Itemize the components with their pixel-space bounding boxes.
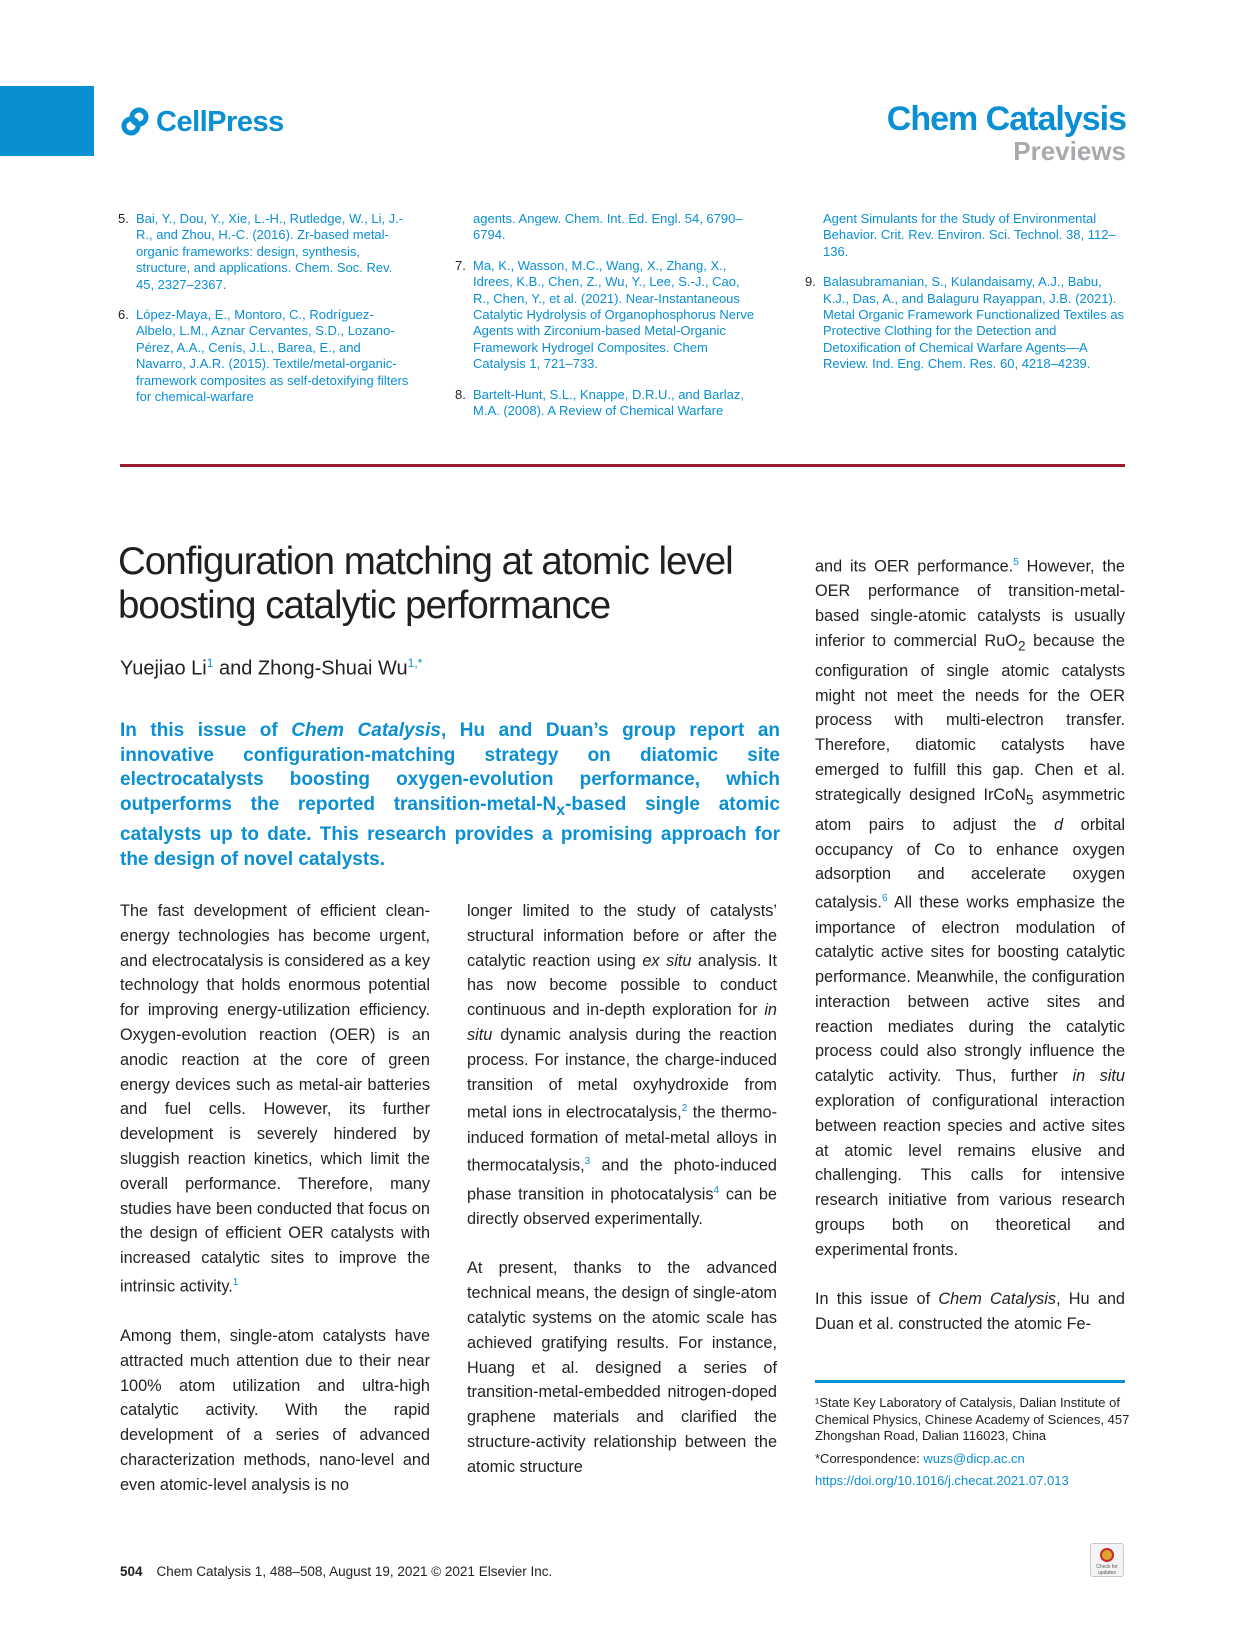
- paragraph: Among them, single-atom catalysts have attracted much attention due to their near 100% atom utilization and ultra-high catalytic activity. With the rapid development of a series of advanced characterization methods, nano-level and even atomic-level analysis is no: [120, 1326, 430, 1494]
- citation-link[interactable]: 4: [713, 1184, 720, 1196]
- paragraph: In this issue of Chem Catalysis, Hu and Duan et al. constructed the atomic Fe-: [815, 1290, 1125, 1334]
- affiliation-marker[interactable]: 1: [206, 656, 214, 670]
- page-footer: [120, 1564, 552, 1579]
- reference-6[interactable]: 6. López-Maya, E., Montoro, C., Rodríguez-Albelo, L.M., Aznar Cervantes, S.D., Lozano-Pérez, A.A., Cenís, J.L., Barea, E., and Navarro, J.A.R. (2015). Textile/metal-organic-framework composites as self-detoxifying filters for chemical-warfare: [118, 307, 409, 405]
- reference-column-1: [118, 211, 410, 419]
- header-color-tab: [0, 86, 94, 156]
- article-title: Configuration matching at atomic level boosting catalytic performance: [118, 540, 733, 627]
- article-abstract: In this issue of Chem Catalysis, Hu and Duan’s group report an innovative configuration-matching strategy on diatomic site electrocatalysts boosting oxygen-evolution performance, which outperforms the reported transition-$metal-N_x$-based single atomic catalysts up to date. This research provides a promising approach for the design of novel catalysts.: [120, 720, 780, 870]
- paragraph: and its OER performance.$^5$ However, the OER performance of transition-metal-based single-atomic catalysts is usually inferior to commercial RuO$_2$ because the configuration of single atomic catalysts might not meet the needs for the OER process with multi-electron transfer. Therefore, diatomic catalysts have emerged to fulfill this gap. Chen et al. strategically designed IrCoN$_5$ asymmetric atom pairs to adjust the d orbital occupancy of Co to enhance oxygen adsorption and accelerate oxygen catalysis.$^6$ All these works emphasize the importance of electron modulation of catalytic active sites for boosting catalytic performance. Meanwhile, the configuration interaction between active sites and reaction mediates during the catalytic process could also strongly influence the catalytic activity. Thus, further in situ exploration of configurational interaction between reaction species and active sites at atomic level remains elusive and challenging. This calls for intensive research initiative from various research groups both on theoretical and experimental fronts.: [815, 557, 1125, 1259]
- citation-link[interactable]: 1: [232, 1276, 239, 1288]
- affiliation-marker[interactable]: 1,*: [407, 656, 423, 670]
- journal-name: Chem Catalysis: [886, 100, 1126, 138]
- publisher-name: CellPress: [156, 105, 284, 138]
- journal-masthead: [887, 101, 1126, 165]
- page-number: 504: [120, 1564, 143, 1579]
- update-icon: [1100, 1548, 1114, 1562]
- author-list: Yuejiao Li$^1$ and Zhong-Shuai $Wu^{1,*}$: [120, 656, 423, 680]
- correspondence: *Correspondence: wuzs@dicp.ac.cn: [815, 1450, 1025, 1466]
- citation-link[interactable]: 3: [584, 1156, 591, 1168]
- doi-link[interactable]: https://doi.org/10.1016/j.checat.2021.07.013: [815, 1473, 1069, 1488]
- author-name: Zhong-Shuai Wu: [257, 657, 408, 680]
- section-label: Previews: [1013, 136, 1126, 166]
- body-column-2: [467, 899, 777, 1504]
- section-divider: [120, 464, 1125, 467]
- email-link[interactable]: wuzs@dicp.ac.cn: [923, 1450, 1025, 1466]
- paragraph: longer limited to the study of catalysts’ structural information before or after the catalytic reaction using ex situ analysis. It has now become possible to conduct continuous and in-depth exploration for in situ dynamic analysis during the reaction process. For instance, the charge-induced transition of metal oxyhydroxide from metal ions in electrocatalysis,$^2$ the thermo-induced formation of metal-metal alloys in thermocatalysis,$^3$ and the photo-induced phase transition in photocatalysis$^4$ can be directly observed experimentally.: [467, 902, 777, 1228]
- reference-5[interactable]: 5. Bai, Y., Dou, Y., Xie, L.-H., Rutledge, W., Li, J.-R., and Zhou, H.-C. (2016). Zr-based metal-organic frameworks: design, synthesis, structure, and applications. Chem. Soc. Rev. 45, 2327–2367.: [118, 211, 404, 292]
- body-column-3: [815, 551, 1125, 1362]
- reference-column-2: [455, 211, 755, 433]
- cellpress-logo-icon: [120, 106, 150, 138]
- citation-link[interactable]: 6: [881, 893, 888, 905]
- reference-7[interactable]: 7. Ma, K., Wasson, M.C., Wang, X., Zhang, X., Idrees, K.B., Chen, Z., Wu, Y., Lee, S.-J., Cao, R., Chen, Y., et al. (2021). Near-Instantaneous Catalytic Hydrolysis of Organophosphorus Nerve Agents with Zirconium-based Metal-Organic Framework Hydrogel Composites. Chem Catalysis 1, 721–733.: [455, 257, 755, 372]
- author-name: Yuejiao Li: [120, 657, 207, 680]
- footnote-divider: [815, 1380, 1125, 1383]
- citation-link[interactable]: 5: [1013, 557, 1019, 568]
- reference-6-continued[interactable]: agents. Angew. Chem. Int. Ed. Engl. 54, 6790–6794.: [473, 211, 743, 243]
- reference-8-continued[interactable]: Agent Simulants for the Study of Environmental Behavior. Crit. Rev. Environ. Sci. Technol. 38, 112–136.: [823, 211, 1116, 259]
- footer-citation: Chem Catalysis 1, 488–508, August 19, 2021 © 2021 Elsevier Inc.: [156, 1564, 553, 1579]
- cellpress-logo[interactable]: [120, 104, 284, 140]
- reference-8[interactable]: 8. Bartelt-Hunt, S.L., Knappe, D.R.U., and Barlaz, M.A. (2008). A Review of Chemical Warfare: [455, 386, 744, 419]
- check-for-updates-badge[interactable]: Check for updates: [1090, 1543, 1124, 1577]
- citation-link[interactable]: 2: [681, 1103, 688, 1115]
- affiliation: ¹State Key Laboratory of Catalysis, Dalian Institute of Chemical Physics, Chinese Academy of Sciences, 457 Zhongshan Road, Dalian 116023, China: [815, 1395, 1130, 1443]
- paragraph: The fast development of efficient clean-energy technologies has become urgent, and electrocatalysis is considered as a key technology that holds enormous potential for improving energy-utilization efficiency. Oxygen-evolution reaction (OER) is an anodic reaction at the core of green energy devices such as metal-air batteries and fuel cells. However, its further development is severely hindered by sluggish reaction kinetics, which limit the overall performance. Therefore, many studies have been conducted that focus on the design of efficient OER catalysts with increased catalytic sites to improve the intrinsic activity.$^1$: [120, 902, 430, 1296]
- body-column-1: [120, 899, 430, 1522]
- reference-9[interactable]: 9. Balasubramanian, S., Kulandaisamy, A.J., Babu, K.J., Das, A., and Balaguru Rayappan, J.B. (2021). Metal Organic Framework Functionalized Textiles as Protective Clothing for the Detection and Detoxification of Chemical Warfare Agents—A Review. Ind. Eng. Chem. Res. 60, 4218–4239.: [805, 274, 1125, 372]
- footnote: [815, 1395, 1130, 1490]
- paragraph: At present, thanks to the advanced technical means, the design of single-atom catalytic systems on the atomic scale has achieved gratifying results. For instance, Huang et al. designed a series of transition-metal-embedded nitrogen-doped graphene materials and clarified the structure-activity relationship between the atomic structure: [467, 1259, 777, 1476]
- reference-column-3: [805, 211, 1125, 387]
